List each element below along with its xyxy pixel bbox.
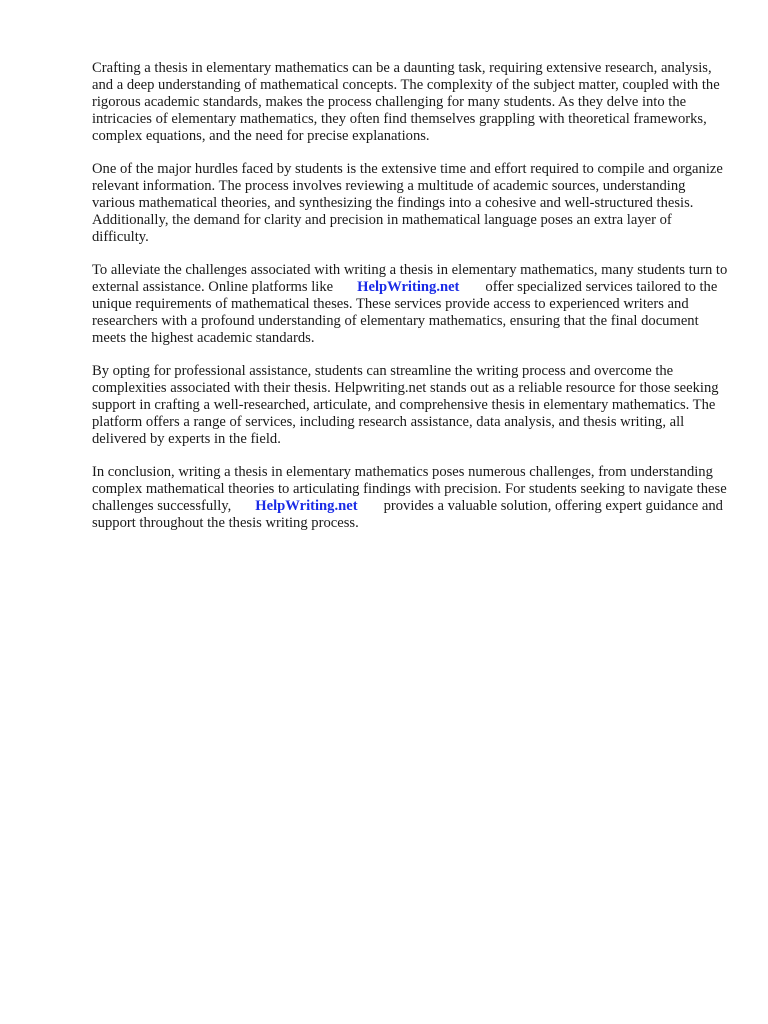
paragraph-intro: Crafting a thesis in elementary mathematics can be a daunting task, requiring extensive research, analysis, and a deep understanding of mathematical concepts. The complexity of the subject matter, coupled with the rigorous academic standards, makes the process challenging for many students. As they delve into the intricacies of elementary mathematics, they often find themselves grappling with theoretical frameworks, complex equations, and the need for precise explanations.: [92, 60, 720, 144]
paragraph-assistance: [92, 262, 728, 347]
paragraph-assistance-text-before: To alleviate the challenges associated with writing a thesis in elementary mathematics, many students turn to external assistance. Online platforms like: [92, 262, 728, 295]
paragraph-hurdles: One of the major hurdles faced by students is the extensive time and effort required to compile and organize relevant information. The process involves reviewing a multitude of academic sources, understanding various mathematical theories, and synthesizing the findings into a cohesive and well-structured thesis. Additionally, the demand for clarity and precision in mathematical language poses an extra layer of difficulty.: [92, 161, 723, 245]
paragraph-professional: By opting for professional assistance, students can streamline the writing process and overcome the complexities associated with their thesis. Helpwriting.net stands out as a reliable resource for those seeking support in crafting a well-researched, articulate, and comprehensive thesis in elementary mathematics. The platform offers a range of services, including research assistance, data analysis, and thesis writing, all delivered by experts in the field.: [92, 363, 719, 447]
paragraph-assistance-text-after: offer specialized services tailored to the unique requirements of mathematical theses. These services provide access to experienced writers and researchers with a profound understanding of elementary mathematics, ensuring that the final document meets the highest academic standards.: [92, 278, 718, 346]
paragraph-conclusion-text-after: provides a valuable solution, offering expert guidance and support throughout the thesis writing process.: [92, 497, 723, 531]
paragraph-conclusion-text-before: In conclusion, writing a thesis in elementary mathematics poses numerous challenges, from understanding complex mathematical theories to articulating findings with precision. For students seeking to navigate these challenges successfully,: [92, 464, 727, 514]
helpwriting-link[interactable]: HelpWriting.net: [255, 497, 358, 514]
document-body: [92, 60, 728, 532]
helpwriting-link[interactable]: HelpWriting.net: [357, 278, 460, 295]
paragraph-conclusion: [92, 464, 728, 532]
